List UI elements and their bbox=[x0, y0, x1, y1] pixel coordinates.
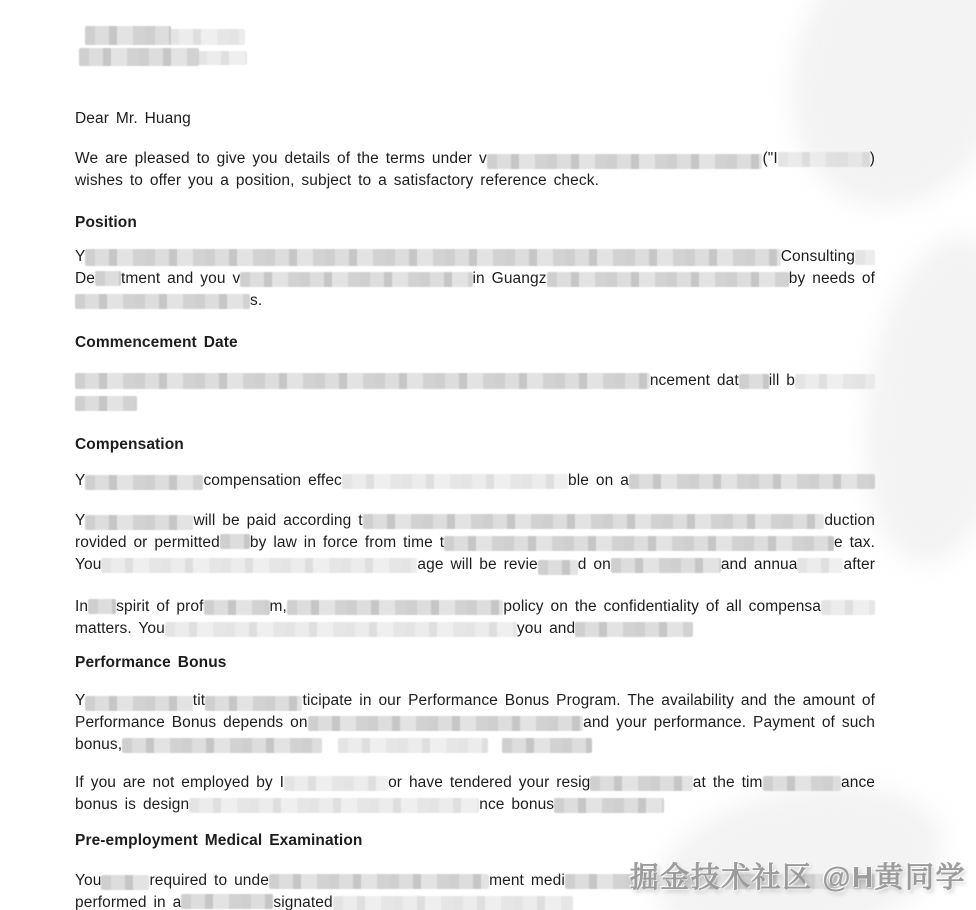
paragraph-line bbox=[75, 596, 875, 618]
text-fragment: matters. You bbox=[75, 620, 165, 637]
redaction-block bbox=[85, 696, 192, 711]
text-fragment: age will be revie bbox=[417, 556, 538, 573]
text-fragment: In bbox=[75, 598, 89, 615]
text-fragment: ment medi bbox=[489, 872, 565, 889]
paragraph-line bbox=[75, 170, 875, 192]
text-fragment: and your performance. Payment of such bbox=[583, 714, 875, 731]
redaction-block bbox=[122, 738, 322, 753]
text-fragment: performed in a bbox=[75, 894, 182, 910]
redaction-block bbox=[85, 475, 203, 490]
redaction-block bbox=[308, 716, 583, 731]
text-fragment: You bbox=[75, 872, 102, 889]
text-fragment: You bbox=[75, 556, 102, 573]
paragraph-line bbox=[75, 734, 875, 756]
text-fragment: Dear Mr. Huang bbox=[75, 110, 191, 127]
redaction-block bbox=[333, 896, 573, 910]
redaction-block bbox=[554, 798, 664, 813]
text-fragment: by needs of bbox=[788, 270, 875, 287]
text-fragment: Y bbox=[75, 248, 86, 265]
redaction-block bbox=[590, 776, 692, 791]
text-fragment: wishes to offer you a position, subject to a satisfactory reference check. bbox=[75, 172, 599, 189]
text-fragment: Y bbox=[75, 472, 86, 489]
heading-compensation: Compensation bbox=[75, 436, 184, 453]
redaction-block bbox=[538, 560, 578, 575]
redaction-block bbox=[444, 536, 834, 551]
paragraph-line bbox=[75, 108, 875, 130]
text-fragment: required to unde bbox=[149, 872, 269, 889]
redaction-block bbox=[220, 534, 250, 549]
heading-commencement-date: Commencement Date bbox=[75, 334, 238, 351]
redaction-block bbox=[88, 599, 116, 614]
paragraph-line bbox=[75, 470, 875, 492]
heading-performance-bonus: Performance Bonus bbox=[75, 654, 227, 671]
bonus-paragraph-1 bbox=[75, 690, 875, 756]
redaction-block bbox=[363, 514, 825, 529]
text-fragment: bonus, bbox=[75, 736, 123, 753]
heading-line bbox=[75, 332, 875, 354]
redaction-block bbox=[739, 374, 769, 389]
heading-line bbox=[75, 212, 875, 234]
paragraph-line bbox=[75, 772, 875, 794]
redaction-block bbox=[284, 776, 388, 791]
text-fragment: We are pleased to give you details of the terms under v bbox=[75, 150, 487, 167]
text-fragment: at the tim bbox=[692, 774, 763, 791]
redaction-block bbox=[204, 600, 270, 615]
redaction-block bbox=[85, 515, 193, 530]
redaction-block bbox=[75, 396, 137, 411]
redaction-block bbox=[165, 622, 517, 637]
redaction-block bbox=[342, 474, 568, 489]
greeting bbox=[75, 108, 875, 130]
paragraph-line bbox=[75, 618, 875, 640]
redaction-block bbox=[181, 894, 273, 909]
paragraph-line bbox=[75, 370, 875, 392]
paragraph-line bbox=[75, 794, 875, 816]
redaction-block bbox=[79, 48, 199, 66]
compensation-paragraph-1 bbox=[75, 470, 875, 492]
redaction-block bbox=[85, 249, 780, 266]
text-fragment: ble on a bbox=[567, 472, 629, 489]
text-fragment: s. bbox=[250, 292, 263, 309]
redaction-block bbox=[269, 874, 489, 889]
text-fragment: e tax. bbox=[833, 534, 875, 551]
paragraph-line bbox=[75, 148, 875, 170]
text-fragment: will be paid according t bbox=[193, 512, 363, 529]
redaction-block bbox=[205, 696, 302, 711]
heading-line bbox=[75, 434, 875, 456]
commencement-paragraph bbox=[75, 370, 875, 414]
text-fragment: duction bbox=[824, 512, 875, 529]
redaction-block bbox=[75, 373, 650, 389]
redaction-block bbox=[575, 622, 693, 637]
heading-position: Position bbox=[75, 214, 137, 231]
heading-medical-examination: Pre-employment Medical Examination bbox=[75, 832, 363, 849]
redaction-block bbox=[502, 738, 592, 753]
text-fragment: ticipate in our Performance Bonus Program. The availability and the amount of bbox=[302, 692, 876, 709]
paragraph-line bbox=[75, 246, 875, 268]
redaction-block bbox=[487, 154, 763, 169]
paragraph-line bbox=[75, 290, 875, 312]
redaction-block bbox=[101, 558, 417, 573]
text-fragment: in Guangz bbox=[472, 270, 547, 287]
letter-content bbox=[75, 0, 875, 910]
text-fragment: policy on the confidentiality of all compensa bbox=[503, 598, 821, 615]
text-fragment: tment and you v bbox=[121, 270, 241, 287]
text-fragment: De bbox=[75, 270, 96, 287]
redaction-block bbox=[797, 558, 843, 573]
redaction-block bbox=[189, 798, 479, 813]
heading-line bbox=[75, 652, 875, 674]
text-fragment: ance bbox=[841, 774, 876, 791]
text-fragment: spirit of prof bbox=[116, 598, 204, 615]
text-fragment: Y bbox=[75, 692, 86, 709]
text-fragment: and annua bbox=[720, 556, 798, 573]
bonus-paragraph-2 bbox=[75, 772, 875, 816]
position-paragraph bbox=[75, 246, 875, 312]
text-fragment: If you are not employed by I bbox=[75, 774, 285, 791]
redaction-block bbox=[629, 474, 875, 489]
redaction-block bbox=[611, 558, 721, 573]
text-fragment: by law in force from time t bbox=[249, 534, 445, 551]
text-fragment: Consulting bbox=[780, 248, 855, 265]
text-fragment: after bbox=[843, 556, 875, 573]
redaction-block bbox=[75, 294, 250, 309]
text-fragment: rovided or permitted bbox=[75, 534, 220, 551]
paragraph-line bbox=[75, 392, 875, 414]
heading-line bbox=[75, 830, 875, 852]
paragraph-line bbox=[75, 712, 875, 734]
recipient-address-redaction bbox=[75, 24, 875, 84]
redaction-block bbox=[763, 776, 841, 791]
intro-paragraph bbox=[75, 148, 875, 192]
redaction-block bbox=[287, 600, 503, 615]
redaction-block bbox=[95, 271, 121, 286]
text-fragment: d on bbox=[577, 556, 611, 573]
redaction-block bbox=[85, 26, 171, 45]
paragraph-line bbox=[75, 268, 875, 290]
text-fragment: ill b bbox=[768, 372, 795, 389]
redaction-block bbox=[821, 600, 875, 615]
redaction-block bbox=[778, 152, 870, 167]
watermark: 掘金技术社区 @H黄同学 bbox=[629, 862, 966, 894]
text-fragment: compensation effec bbox=[203, 472, 342, 489]
compensation-paragraph-2 bbox=[75, 510, 875, 576]
paragraph-line bbox=[75, 510, 875, 532]
text-fragment: Y bbox=[75, 512, 86, 529]
redaction-block bbox=[101, 875, 149, 890]
text-fragment: ) bbox=[869, 150, 875, 167]
redaction-block bbox=[169, 29, 245, 45]
redaction-block bbox=[338, 738, 488, 753]
compensation-paragraph-3 bbox=[75, 596, 875, 640]
paragraph-line bbox=[75, 554, 875, 576]
redaction-block bbox=[855, 250, 875, 265]
redaction-block bbox=[795, 374, 875, 389]
text-fragment: Performance Bonus depends on bbox=[75, 714, 308, 731]
text-fragment: you and bbox=[516, 620, 576, 637]
text-fragment: tit bbox=[192, 692, 206, 709]
paragraph-line bbox=[75, 690, 875, 712]
text-fragment: ncement dat bbox=[649, 372, 739, 389]
text-fragment: or have tendered your resig bbox=[388, 774, 591, 791]
text-fragment: bonus is design bbox=[75, 796, 190, 813]
text-fragment: m, bbox=[269, 598, 287, 615]
text-fragment: nce bonus bbox=[479, 796, 555, 813]
paragraph-line bbox=[75, 532, 875, 554]
text-fragment: signated bbox=[273, 894, 333, 910]
redaction-block bbox=[240, 272, 472, 287]
redaction-block bbox=[197, 51, 247, 65]
redaction-block bbox=[547, 272, 789, 287]
text-fragment: ("I bbox=[762, 150, 778, 167]
